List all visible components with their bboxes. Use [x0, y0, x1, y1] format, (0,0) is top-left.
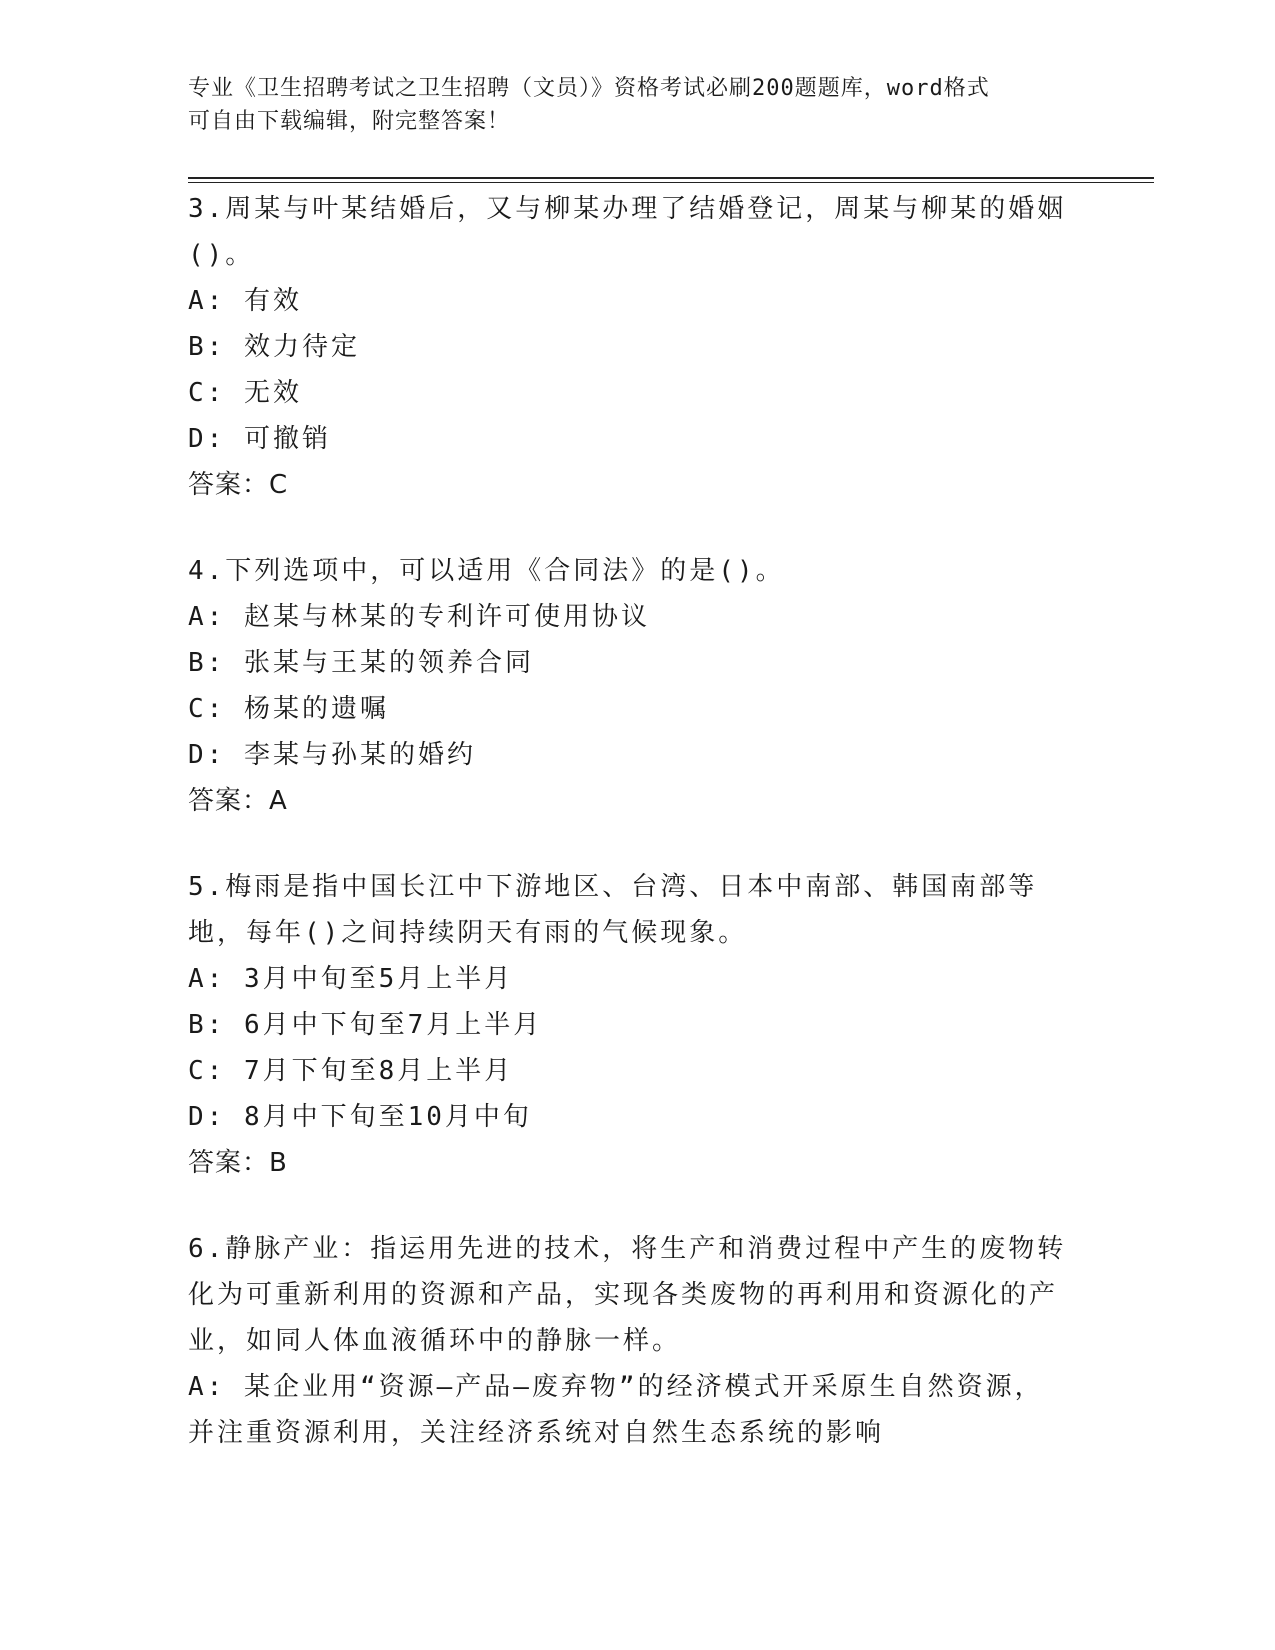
question-item [188, 1226, 1068, 1456]
question-list [188, 186, 1068, 1496]
question-stem: 4.下列选项中，可以适用《合同法》的是()。 [188, 556, 785, 586]
question-item [188, 864, 1068, 1186]
option-b: B: 张某与王某的领养合同 [188, 648, 534, 678]
question-stem: 6.静脉产业：指运用先进的技术，将生产和消费过程中产生的废物转化为可重新利用的资源和产品，实现各类废物的再利用和资源化的产业，如同人体血液循环中的静脉一样。 [188, 1234, 1067, 1356]
header-line-2: 可自由下载编辑，附完整答案！ [188, 109, 511, 134]
answer-line: 答案：C [188, 470, 289, 500]
document-header [188, 72, 1068, 138]
option-a: A: 有效 [188, 286, 302, 316]
answer-line: 答案：A [188, 786, 288, 816]
header-line-1: 专业《卫生招聘考试之卫生招聘（文员）》资格考试必刷200题题库，word格式 [188, 76, 990, 101]
header-rule-thin [188, 182, 1154, 183]
option-a: A: 某企业用“资源—产品—废弃物”的经济模式开采原生自然资源，并注重资源利用，关注经济系统对自然生态系统的影响 [188, 1372, 1044, 1448]
answer-line: 答案：B [188, 1148, 288, 1178]
option-a: A: 赵某与林某的专利许可使用协议 [188, 602, 650, 632]
option-c: C: 7月下旬至8月上半月 [188, 1056, 514, 1086]
question-item [188, 548, 1068, 824]
option-c: C: 杨某的遗嘱 [188, 694, 389, 724]
header-rule-thick [188, 177, 1154, 179]
question-stem: 3.周某与叶某结婚后，又与柳某办理了结婚登记，周某与柳某的婚姻()。 [188, 194, 1067, 270]
option-d: D: 可撤销 [188, 424, 331, 454]
option-d: D: 8月中下旬至10月中旬 [188, 1102, 532, 1132]
option-b: B: 效力待定 [188, 332, 360, 362]
option-c: C: 无效 [188, 378, 302, 408]
question-item [188, 186, 1068, 508]
option-d: D: 李某与孙某的婚约 [188, 740, 476, 770]
question-stem: 5.梅雨是指中国长江中下游地区、台湾、日本中南部、韩国南部等地，每年()之间持续阴天有雨的气候现象。 [188, 872, 1038, 948]
option-a: A: 3月中旬至5月上半月 [188, 964, 514, 994]
option-b: B: 6月中下旬至7月上半月 [188, 1010, 543, 1040]
